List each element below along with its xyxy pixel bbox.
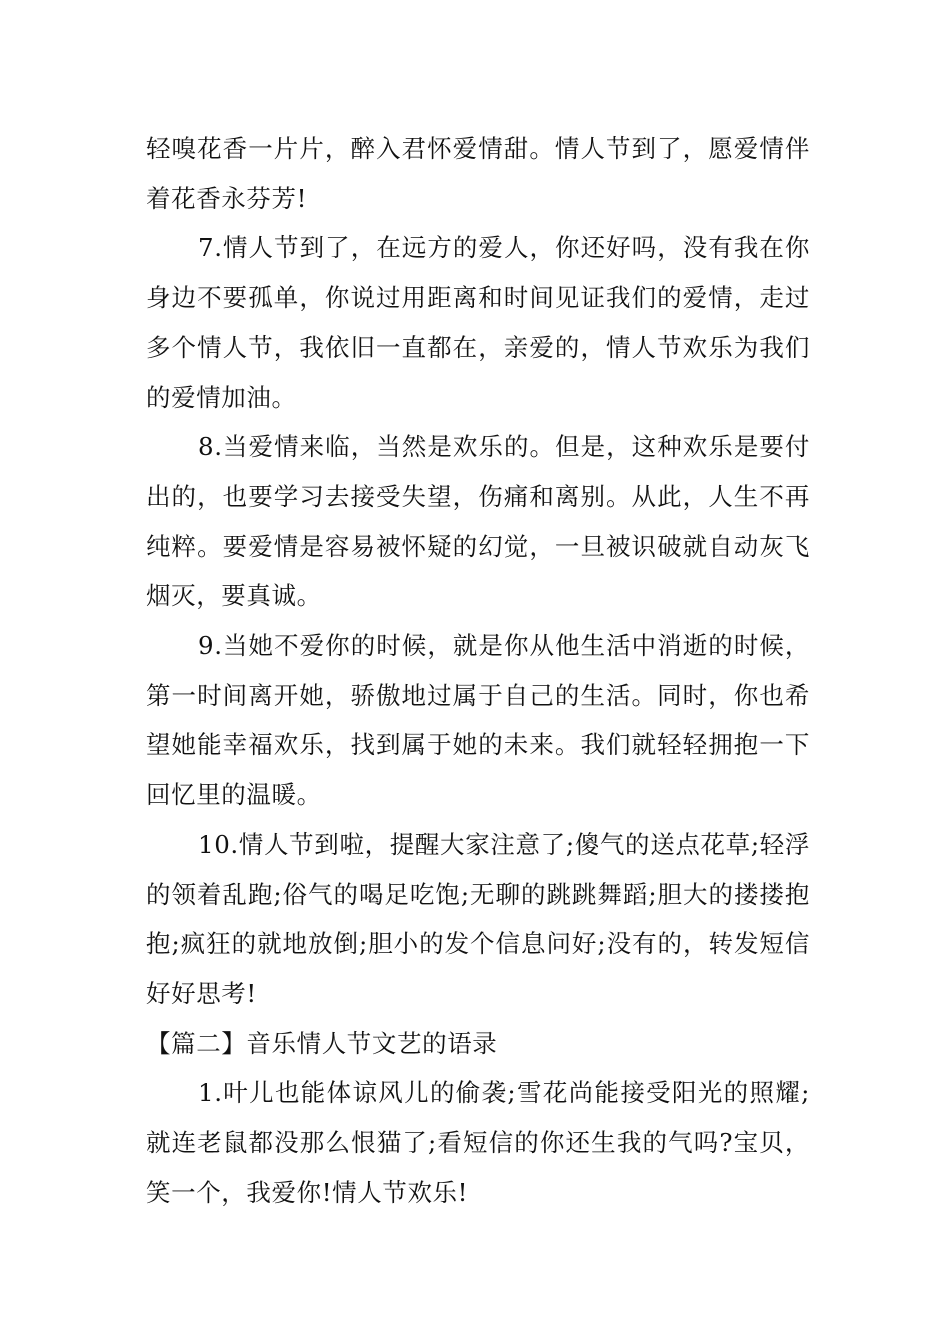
paragraph-item-9: 9.当她不爱你的时候，就是你从他生活中消逝的时候，第一时间离开她，骄傲地过属于自己的生活。同时，你也希望她能幸福欢乐，找到属于她的未来。我们就轻轻拥抱一下回忆里的温暖。 xyxy=(146,631,810,810)
section-paragraph-item-1: 1.叶儿也能体谅风儿的偷袭;雪花尚能接受阳光的照耀;就连老鼠都没那么恨猫了;看短信的你还生我的气吗?宝贝，笑一个，我爱你!情人节欢乐! xyxy=(146,1078,810,1207)
paragraph-item-7: 7.情人节到了，在远方的爱人，你还好吗，没有我在你身边不要孤单，你说过用距离和时间见证我们的爱情，走过多个情人节，我依旧一直都在，亲爱的，情人节欢乐为我们的爱情加油。 xyxy=(146,233,810,412)
section-heading: 【篇二】音乐情人节文艺的语录 xyxy=(146,1028,498,1058)
paragraph-item-10: 10.情人节到啦，提醒大家注意了;傻气的送点花草;轻浮的领着乱跑;俗气的喝足吃饱;无聊的跳跳舞蹈;胆大的搂搂抱抱;疯狂的就地放倒;胆小的发个信息问好;没有的，转发短信好好思考! xyxy=(146,829,810,1008)
paragraph-continuation: 轻嗅花香一片片，醉入君怀爱情甜。情人节到了，愿爱情伴着花香永芬芳! xyxy=(146,134,810,213)
document-body xyxy=(146,124,810,1217)
paragraph-item-8: 8.当爱情来临，当然是欢乐的。但是，这种欢乐是要付出的，也要学习去接受失望，伤痛和离别。从此，人生不再纯粹。要爱情是容易被怀疑的幻觉，一旦被识破就自动灰飞烟灭，要真诚。 xyxy=(146,432,810,611)
